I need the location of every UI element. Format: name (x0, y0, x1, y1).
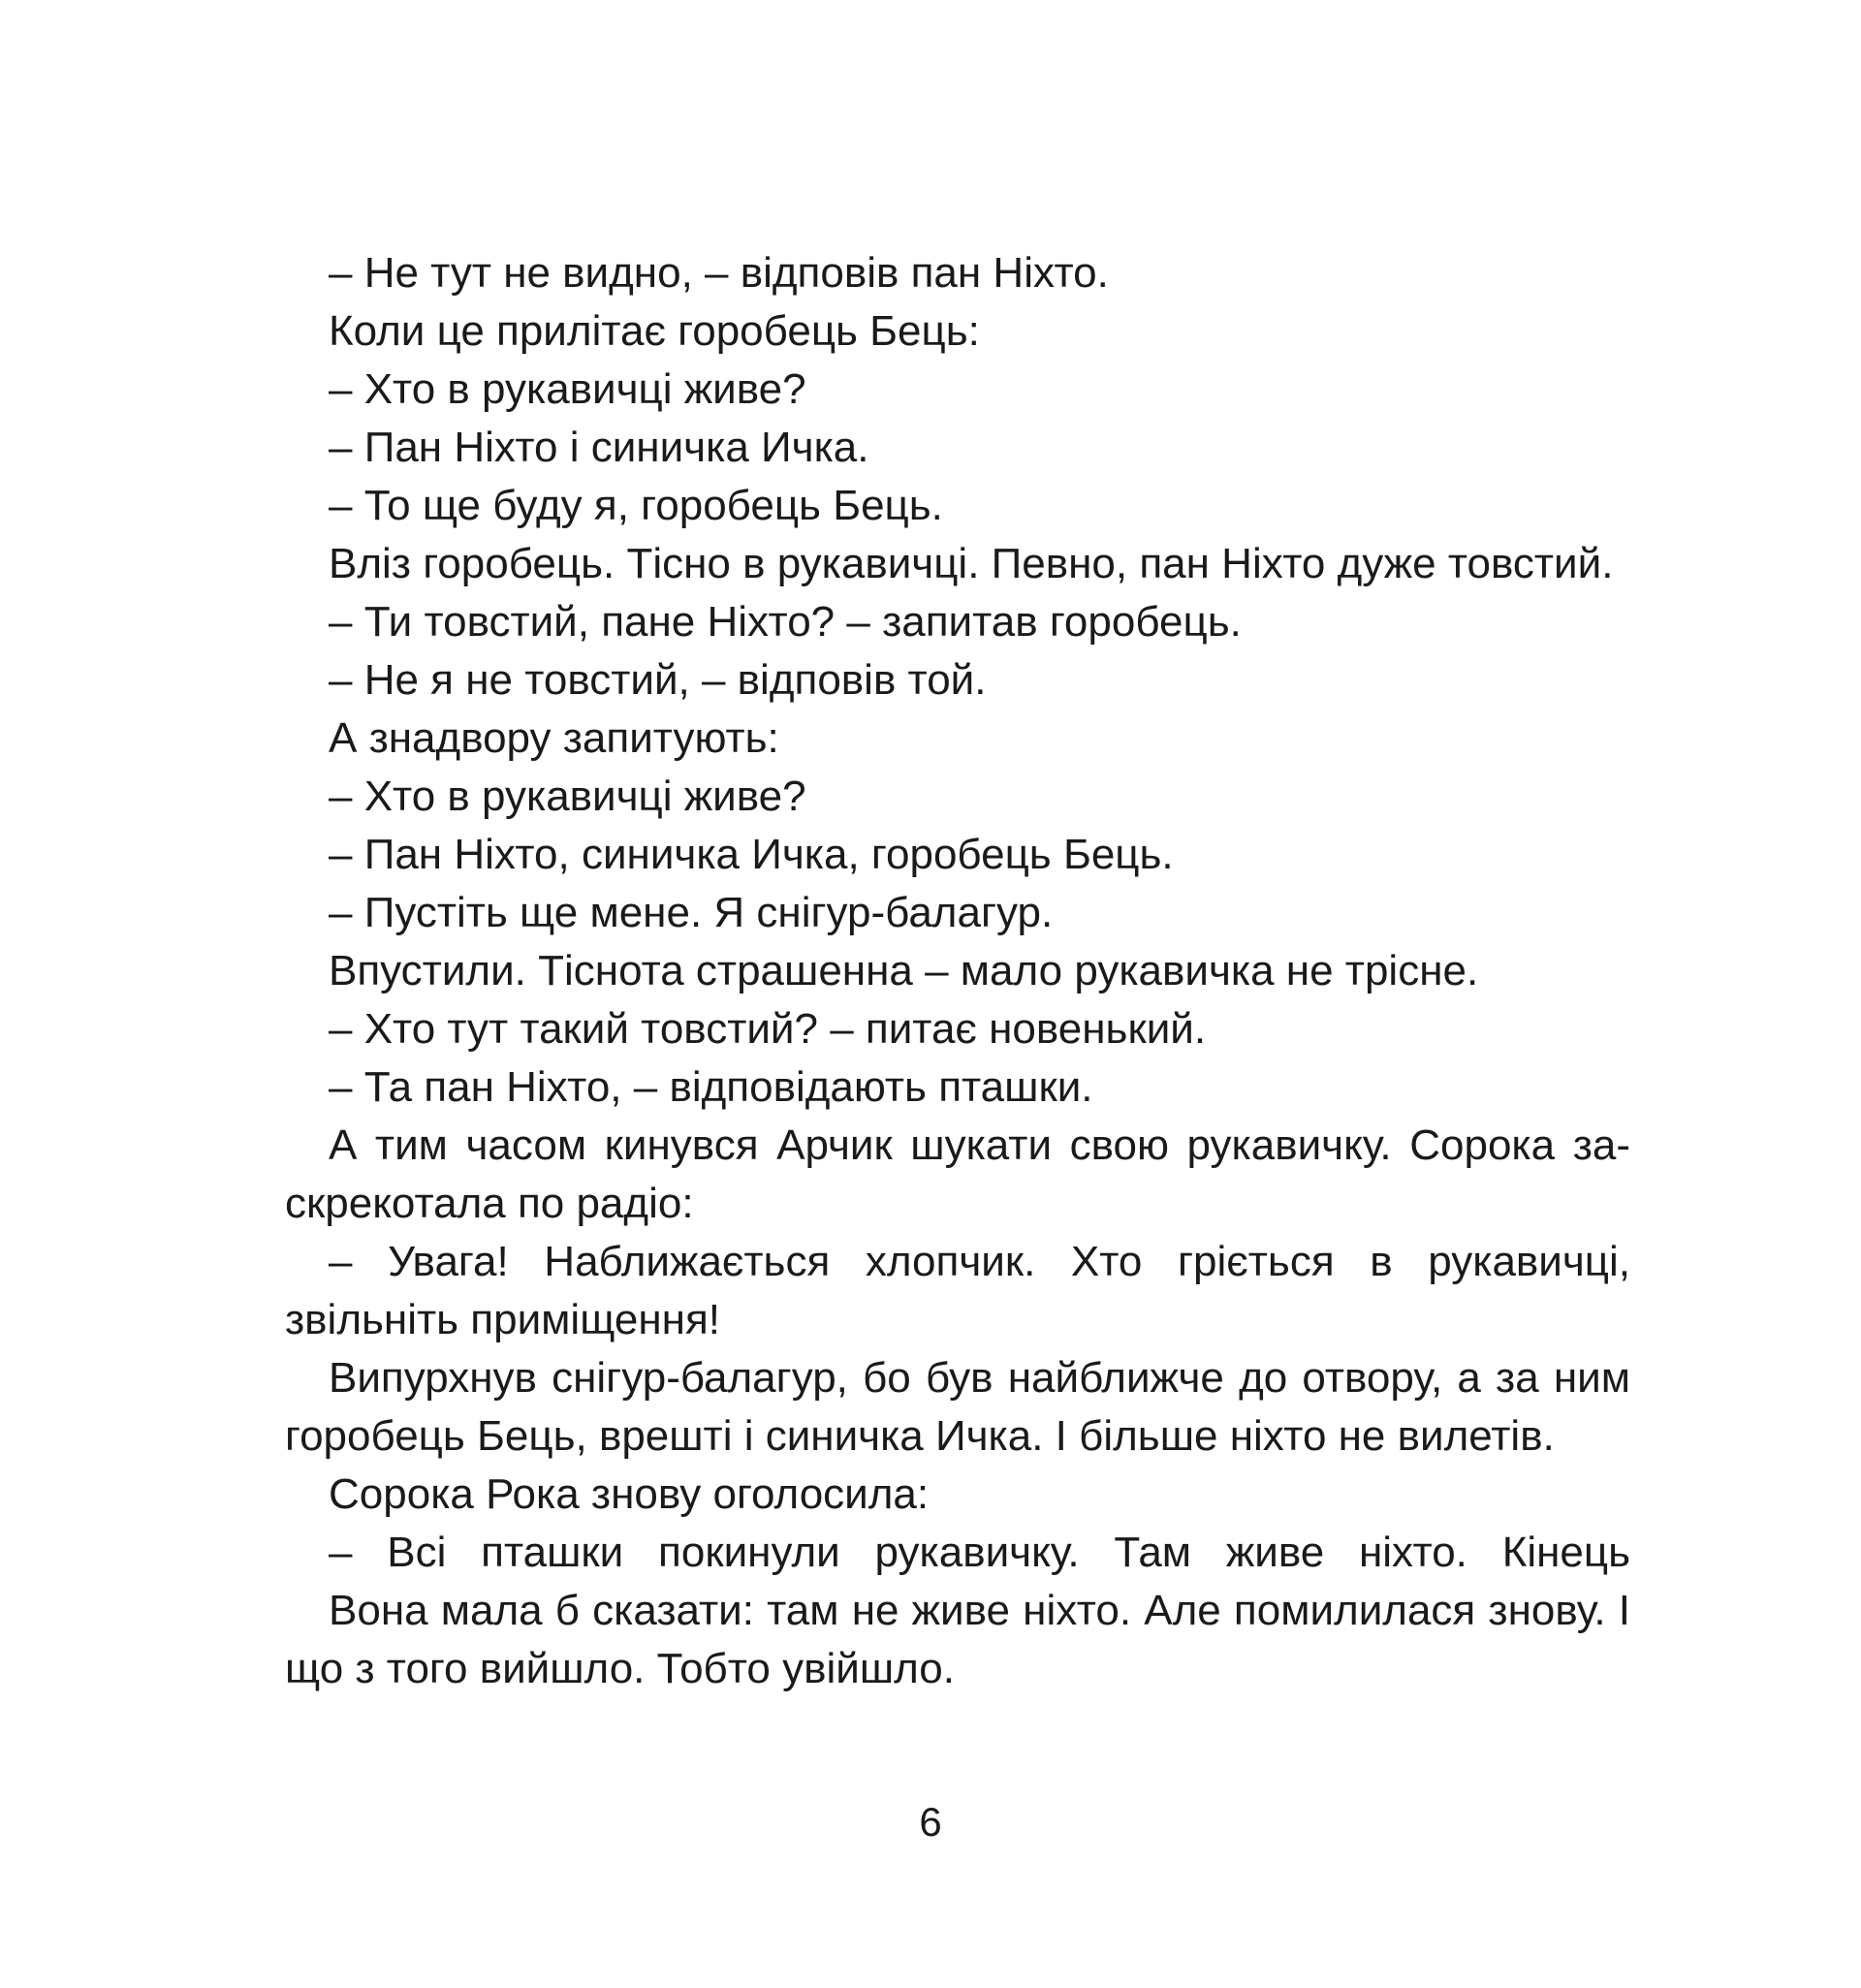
text-line: А тим часом кинувся Арчик шукати свою рукавичку. Сорока за- (329, 1121, 1630, 1169)
text-line: – Всі пташки покинули рукавичку. Там живе ніхто. Кінець (329, 1529, 1630, 1576)
text-line: – Та пан Ніхто, – відповідають пташки. (329, 1063, 1093, 1111)
text-line: – Увага! Наближається хлопчик. Хто гріється в рукавичці, (329, 1238, 1630, 1285)
text-line: – Пан Ніхто, синичка Ичка, горобець Бець. (329, 831, 1174, 878)
text-line: скрекотала по радіо: (285, 1180, 694, 1227)
text-line: що з того вийшло. Тобто увійшло. (285, 1645, 955, 1692)
text-line: Сорока Рока знову оголосила: (329, 1470, 930, 1518)
text-line: – Хто в рукавичці живе? (329, 773, 806, 820)
text-line: Коли це прилітає горобець Бець: (329, 307, 980, 355)
text-line: – Хто в рукавичці живе? (329, 365, 806, 413)
text-line: – Пан Ніхто і синичка Ичка. (329, 424, 869, 471)
text-line: Вліз горобець. Тісно в рукавичці. Певно, пан Ніхто дуже товстий. (329, 540, 1614, 587)
text-line: А знадвору запитують: (329, 714, 779, 762)
text-line: Впустили. Тіснота страшенна – мало рукавичка не трісне. (329, 947, 1479, 994)
text-line: звільніть приміщення! (285, 1296, 721, 1343)
text-line: – Хто тут такий товстий? – питає новенький. (329, 1005, 1207, 1053)
text-line: – То ще буду я, горобець Бець. (329, 482, 943, 529)
text-line: – Ти товстий, пане Ніхто? – запитав горобець. (329, 598, 1242, 646)
text-line: Вона мала б сказати: там не живе ніхто. Але помилилася знову. І (329, 1587, 1630, 1634)
text-line: – Не тут не видно, – відповів пан Ніхто. (329, 249, 1109, 297)
text-line: горобець Бець, врешті і синичка Ичка. І більше ніхто не вилетів. (285, 1412, 1555, 1460)
text-line: – Не я не товстий, – відповів той. (329, 656, 987, 704)
text-line: Випурхнув снігур-балагур, бо був найближче до отвору, а за ним (329, 1354, 1630, 1402)
text-line: – Пустіть ще мене. Я снігур-балагур. (329, 889, 1054, 936)
page-body (285, 244, 1630, 1698)
page-number: 6 (919, 1799, 942, 1845)
